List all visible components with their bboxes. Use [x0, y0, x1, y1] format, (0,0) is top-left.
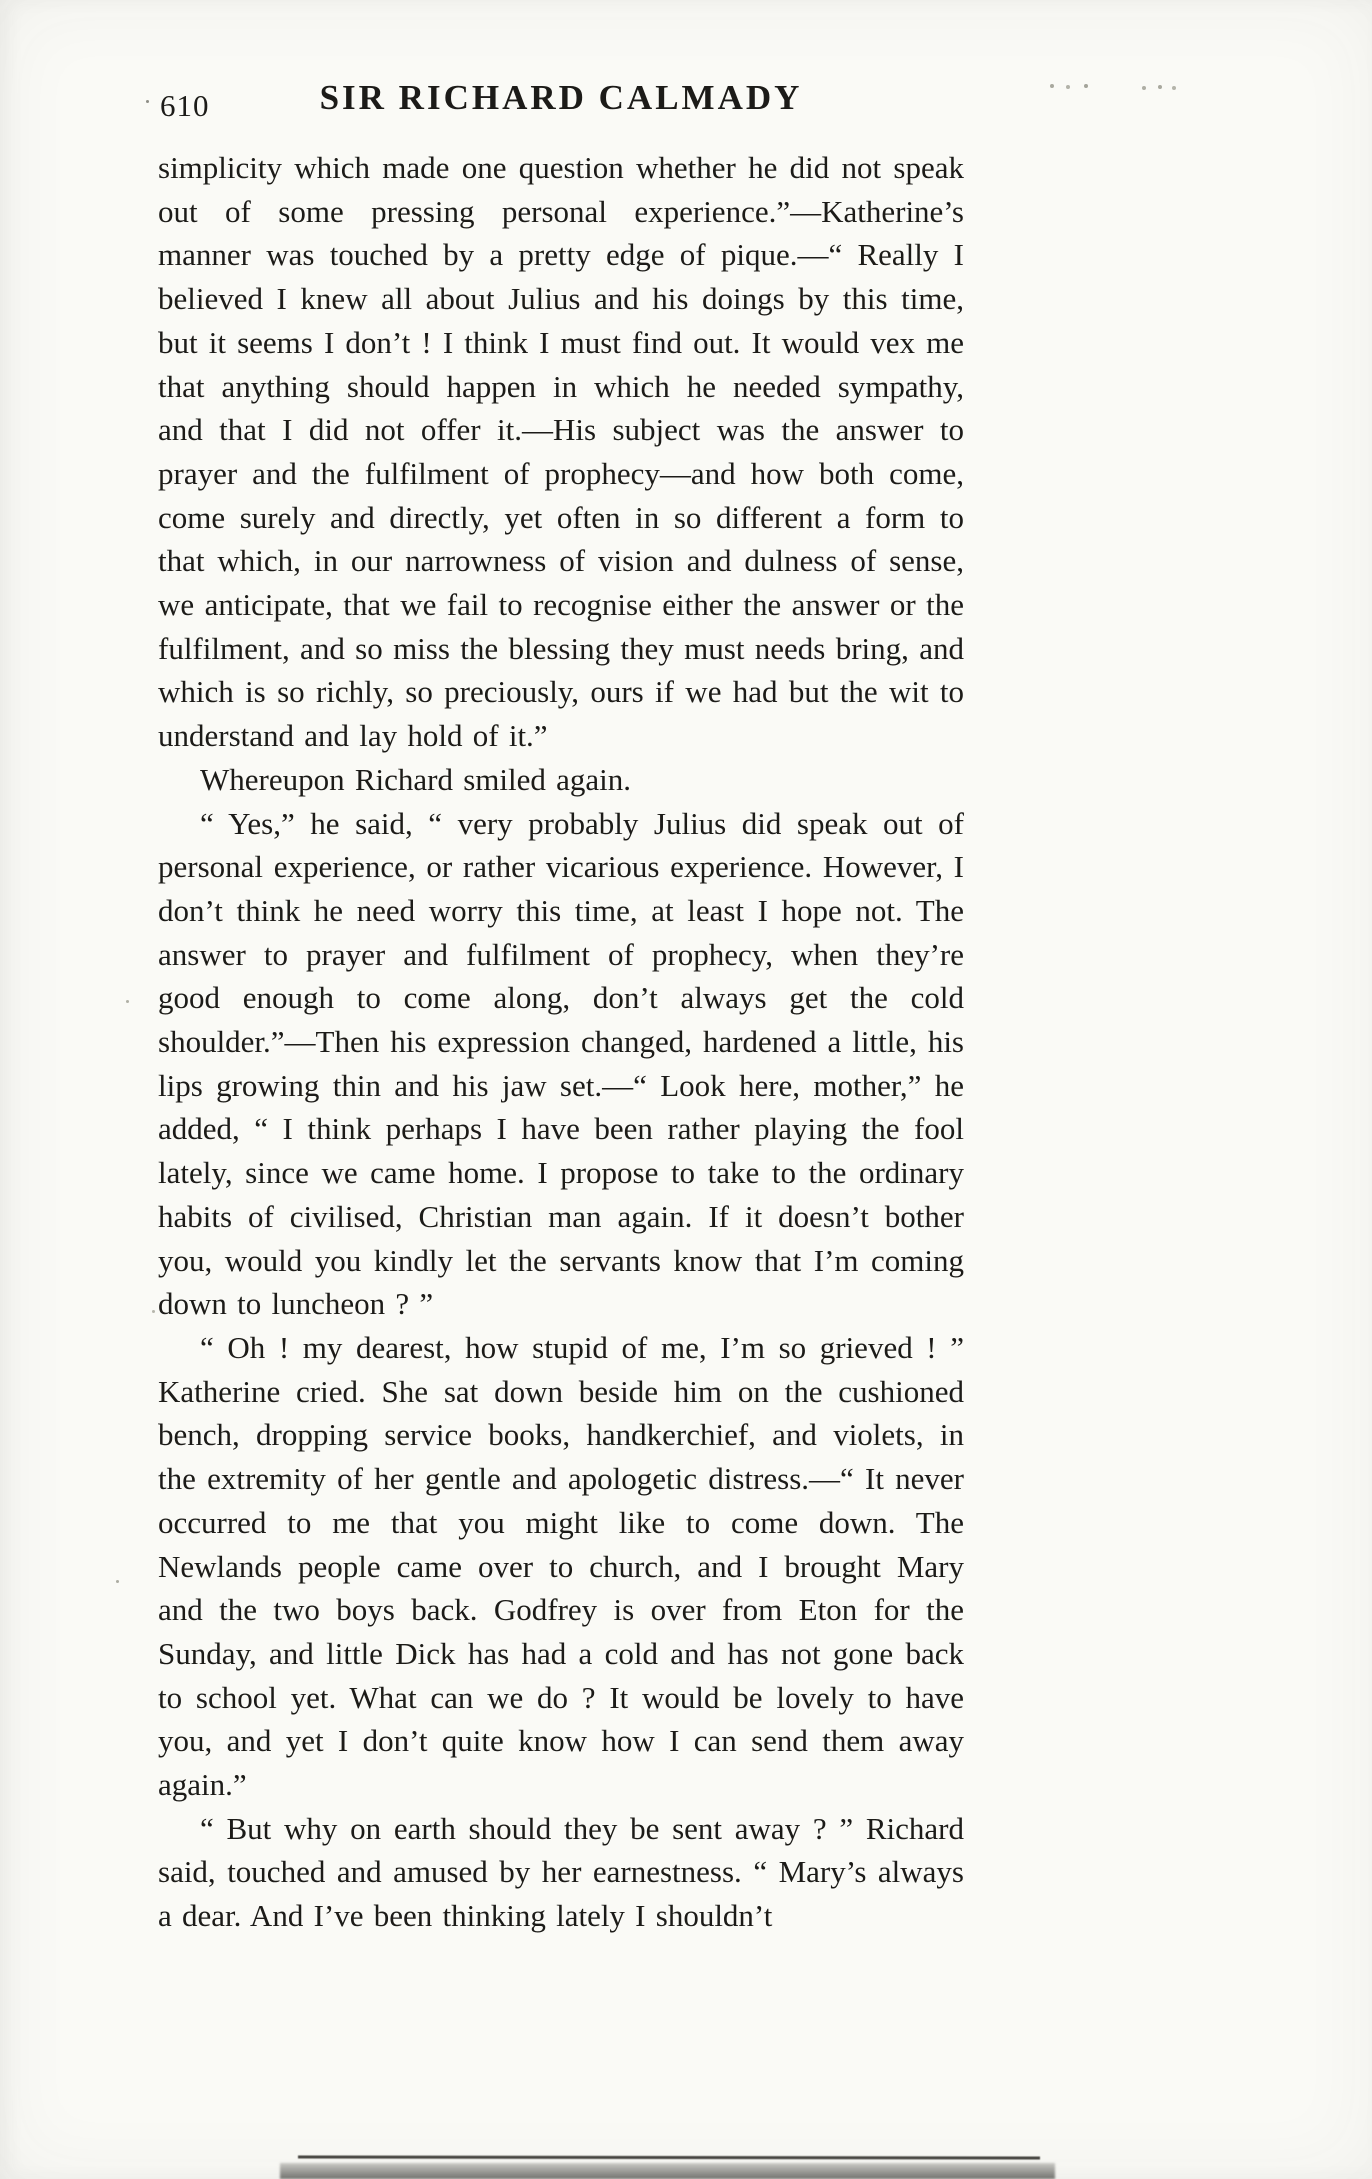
text-area	[158, 76, 964, 1938]
paragraph: “ But why on earth should they be sent away ? ” Richard said, touched and amused by her earnestness. “ Mary’s always a dear. And I’ve been thinking lately I shouldn’t	[158, 1810, 964, 1934]
page-text	[158, 146, 964, 1938]
paragraph: Whereupon Richard smiled again.	[200, 761, 632, 797]
paragraph: simplicity which made one question whether he did not speak out of some pressing personal experience.”—Katherine’s manner was touched by a pretty edge of pique.—“ Really I believed I knew all about Julius and his doings by this time, but it seems I don’t ! I think I must find out. It would vex me that anything should happen in which he needed sympathy, and that I did not offer it.—His subject was the answer to prayer and the fulfilment of prophecy—and how both come, come surely and directly, yet often in so different a form to that which, in our narrowness of vision and dulness of sense, we anticipate, that we fail to recognise either the answer or the fulfilment, and so miss the blessing they must needs bring, and which is so richly, so preciously, ours if we had but the wit to understand and lay hold of it.”	[158, 150, 964, 754]
scan-artifact-line	[298, 2155, 1040, 2159]
page-title: SIR RICHARD CALMADY	[319, 78, 803, 117]
paragraph: “ Yes,” he said, “ very probably Julius did speak out of personal experience, or rather vicarious experience. However, I don’t think he need worry this time, at least I hope not. The answer to prayer and fulfilment of prophecy, when they’re good enough to come along, don’t always get the cold shoulder.”—Then his expression changed, hardened a little, his lips growing thin and his jaw set.—“ Look here, mother,” he added, “ I think perhaps I have been rather playing the fool lately, since we came home. I propose to take to the ordinary habits of civilised, Christian man again. If it doesn’t bother you, would you kindly let the servants know that I’m coming down to luncheon ? ”	[158, 805, 964, 1322]
page-number: 610	[160, 88, 210, 123]
paragraph: “ Oh ! my dearest, how stupid of me, I’m so grieved ! ” Katherine cried. She sat down beside him on the cushioned bench, dropping service books, handkerchief, and violets, in the extremity of her gentle and apologetic distress.—“ It never occurred to me that you might like to come down. The Newlands people came over to church, and I brought Mary and the two boys back. Godfrey is over from Eton for the Sunday, and little Dick has had a cold and has not gone back to school yet. What can we do ? It would be lovely to have you, and yet I don’t quite know how I can send them away again.”	[158, 1329, 964, 1803]
scan-speckle-left	[146, 100, 149, 103]
scan-speckle-top	[1050, 84, 1054, 88]
scan-artifact-edge	[280, 2163, 1055, 2179]
running-head	[158, 76, 964, 138]
